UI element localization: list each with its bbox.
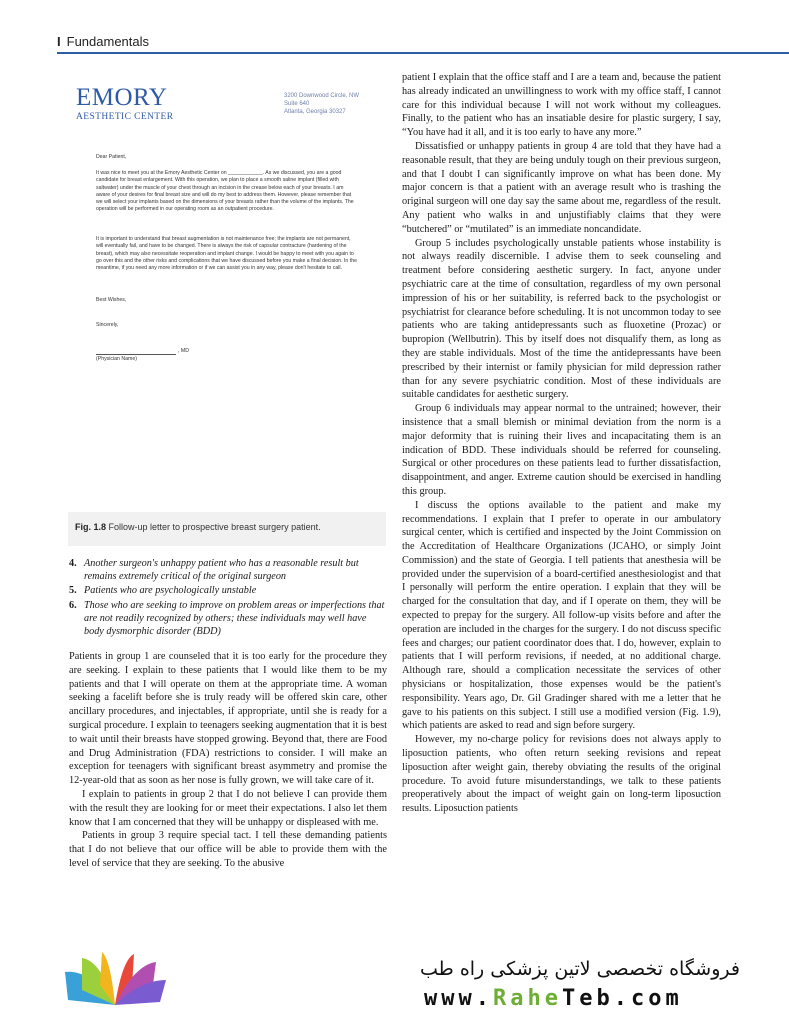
body-paragraph: Patients in group 3 require special tact. I tell these demanding patients that I do not believe that our office will be able to provide them with the level of service that they are seeking. To the abusive [69,830,387,869]
address-line: Suite 640 [284,101,310,107]
patient-group-list [69,558,387,640]
letter-closing: Best Wishes, [96,297,127,303]
url-brand-1: Rahe [492,986,562,1011]
list-number: 5. [69,585,77,597]
list-item [69,600,387,638]
letter-address [284,92,359,116]
caption-text: Follow-up letter to prospective breast surgery patient. [108,522,321,532]
letter-physician: (Physician Name) [96,356,137,362]
list-number: 6. [69,600,77,612]
list-text: Another surgeon's unhappy patient who has a reasonable result but remains extremely critical of the original surgeon [84,558,359,582]
figure-caption [75,522,321,532]
body-paragraph: I discuss the options available to the patient and make my recommendations. I explain that I prefer to operate in our ambulatory surgical center, which is certified and inspected by the Joint Commission on the Accreditation of Healthcare Organizations (JCAHO, or simply Joint Commission) and the state of Georgia. I tell patients that anesthesia will be provided under the supervision of a board-certified anesthesiologist and that I personally will perform the entire operation. I explain that they will be charged for the consultation that day, and if I operate on them, they will be expected to prepay for the surgery. All follow-up visits before and after the operation are included in the charges for the surgery. I do not discuss specific fees and charges; our patient coordinator does that. I do, however, explain to patients that I will perform revisions, if needed, at no additional charge. Although rare, should a complication necessitate the services of other physicians or hospitalization, those expenses would be the patient's responsibility. Years ago, Dr. Gil Gradinger shared with me a letter that he gave to his patients on this subject. I still use a modified version (Fig. 1.9), which patients are asked to read and sign before surgery. [402,499,721,732]
letter-logo-sub: AESTHETIC CENTER [76,112,174,122]
body-paragraph: However, my no-charge policy for revisions does not always apply to liposuction patients, who often return seeking revisions and repeat liposuction after weight gain, thereby obviating the results of the original procedure. To avoid future misunderstandings, we talk to these patients preoperatively about the impact of weight gain on long-term liposuction results. Liposuction patients [402,734,721,815]
body-paragraph: I explain to patients in group 2 that I do not believe I can provide them with the result they are looking for or meet their expectations. I also let them know that I am concerned that they will be unhappy or displeased with me. [69,788,387,828]
list-item [69,585,387,598]
list-number: 4. [69,558,77,569]
letter-salutation: Dear Patient, [96,154,127,160]
list-text: Those who are seeking to improve on problem areas or imperfections that are not readily recognized by others; these individuals may well have body dysmorphic disorder (BDD) [84,600,385,637]
letter-paragraph-1: It was nice to meet you at the Emory Aesthetic Center on ____________. As we discussed, you are a good candidate for breast enlargement. With this operation, we plan to place a smooth saline implant (filled with saltwater) under the muscle of your chest through an incision in the crease below each of your breasts. I am aware of your desires for final breast size and will do my best to address them. However, please remember that we will select your implants based on the dimensions of your breasts rather than the volume of the implants. The operation will be performed in our operating room as an outpatient procedure. [96,170,354,213]
left-column [69,650,387,871]
url-brand-2: Teb [561,986,614,1011]
body-paragraph: Group 6 individuals may appear normal to the untrained; however, their insistence that a small blemish or minimal deviation from the norm is a major deformity that is ruining their lives and incapacitating them is an indication of BDD. These individuals should be referred for counseling. Surgical or other procedures on these patients lead to further dissatisfaction, disappointment, and anger. Extreme caution should be exercised in handling this group. [402,403,721,497]
signature-line [96,354,176,355]
letter-logo-main: EMORY [76,84,168,111]
url-prefix: www. [424,986,493,1011]
url-suffix: .com [613,986,683,1011]
header-section-label: Fundamentals [66,34,150,49]
book-logo-icon [60,950,170,1012]
right-column [402,71,721,816]
figure-1-8 [68,66,386,546]
list-item [69,558,387,583]
watermark-persian-text: فروشگاه تخصصی لاتین پزشکی راه طب [420,958,740,980]
address-line: Atlanta, Georgia 30327 [284,109,346,115]
body-paragraph: Group 5 includes psychologically unstable patients whose instability is not always readily discernible. I advise them to seek counseling and treatment before considering aesthetic surgery. In fact, anyone under psychiatric care at the time of consultation, regardless of my own personal impression of his or her suitability, is referred back to the psychologist or psychiatrist for clearance before scheduling. It is not uncommon today to see patients who are taking antidepressants such as fluoxetine (Prozac) or bupropion (Wellbutrin). This by itself does not disqualify them, as long as they are stable individuals. Most of the time the antidepressants have been prescribed by their internist or family physician for mild depression rather than for any severe psychiatric condition. Most of these individuals are suitable candidates for aesthetic surgery. [402,237,721,401]
body-paragraph: Patients in group 1 are counseled that it is too early for the procedure they are seeking. I explain to these patients that I would like them to be my patients and that I will operate on them at the appropriate time. A woman seeking a facelift before she is truly ready will be offered skin care, other ancillary procedures, and injectables, if appropriate, until she is ready for a surgical procedure. I explain to teenagers seeking augmentation that it is best to wait until their breasts have stopped growing. Beyond that, there are Food and Drug Administration (FDA) restrictions to consider. I will make an exception for teenagers with significant breast asymmetry and promise the 12-year-old that as soon as her nose is fully grown, we will take care of it. [69,651,387,787]
running-header [57,34,149,49]
watermark-url [424,986,683,1011]
letter-paragraph-2: It is important to understand that breast augmentation is not maintenance free; the implants are not permanent, will eventually fail, and have to be changed. There is always the risk of capsular contracture (hardening of the breast), which may also necessitate reoperation and implant change. I would be happy to meet with you again to go over this and the other risks and complications that we have discussed before you make a final decision. In the meantime, if you need any more information or if we can assist you in any way, please don't hesitate to call. [96,236,357,272]
address-line: 3200 Downwood Circle, NW [284,93,360,99]
body-paragraph: patient I explain that the office staff and I are a team and, because the patient has already indicated an unwillingness to work with my office staff, I cannot care for this individual because I will not work without my colleagues. Finally, to the patient who has an insatiable desire for plastic surgery, I say, “You have had it all, and it is too early to have any more.” [402,72,721,139]
letter-sincerely: Sincerely, [96,322,119,328]
header-bar: I [57,34,61,49]
header-rule [57,52,789,54]
caption-label: Fig. 1.8 [75,522,107,532]
list-text: Patients who are psychologically unstable [84,585,257,597]
letter-image [68,66,386,512]
body-paragraph: Dissatisfied or unhappy patients in group 4 are told that they have had a reasonable result, that they are being unduly tough on their previous surgeon, and that I doubt I can significantly improve on what has been done. My major concern is that a patient with an average result who is trashing the original surgeon will one day say the same about me, regardless of the result. Any patient who walks in and unjustifiably claims that they were “butchered” or “mutilated” is an immediate noncandidate. [402,140,721,235]
letter-md: , MD [178,348,189,354]
